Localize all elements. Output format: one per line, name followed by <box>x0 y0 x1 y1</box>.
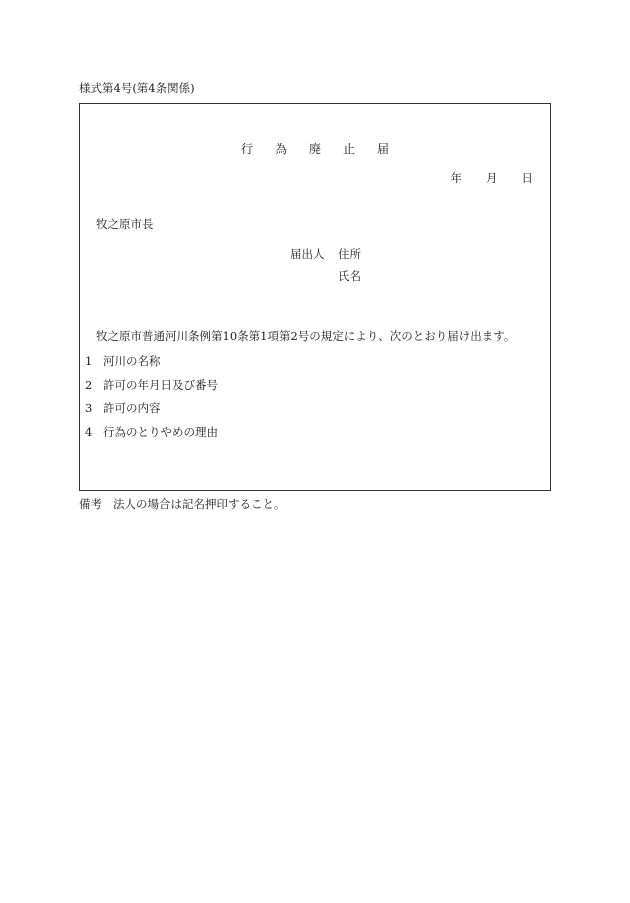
item-number: 1 <box>85 354 93 368</box>
item-label: 許可の年月日及び番号 <box>103 377 218 392</box>
form-title: 行為廃止届 <box>240 142 411 156</box>
applicant-label: 届出人 <box>290 247 325 261</box>
item-label: 行為のとりやめの理由 <box>103 424 218 439</box>
list-item <box>85 374 218 398</box>
list-item <box>85 350 218 374</box>
item-number: 4 <box>85 424 93 439</box>
remarks-text: 法人の場合は記名押印すること。 <box>113 497 286 511</box>
name-label: 氏名 <box>338 269 361 283</box>
item-label: 許可の内容 <box>103 401 161 415</box>
remarks-label: 備考 <box>79 497 102 511</box>
item-list <box>85 350 218 444</box>
remarks <box>79 496 286 512</box>
form-frame <box>79 103 557 491</box>
body-text: 牧之原市普通河川条例第10条第1項第2号の規定により、次のとおり届け出ます。 <box>96 329 516 343</box>
item-label: 河川の名称 <box>103 354 161 368</box>
form-number: 様式第4号(第4条関係) <box>79 81 195 95</box>
addressee: 牧之原市長 <box>96 217 154 231</box>
list-item <box>85 421 218 445</box>
item-number: 2 <box>85 377 93 392</box>
address-label: 住所 <box>338 247 361 261</box>
item-number: 3 <box>85 401 93 415</box>
date-line: 年月日 <box>450 171 557 185</box>
list-item <box>85 397 218 421</box>
